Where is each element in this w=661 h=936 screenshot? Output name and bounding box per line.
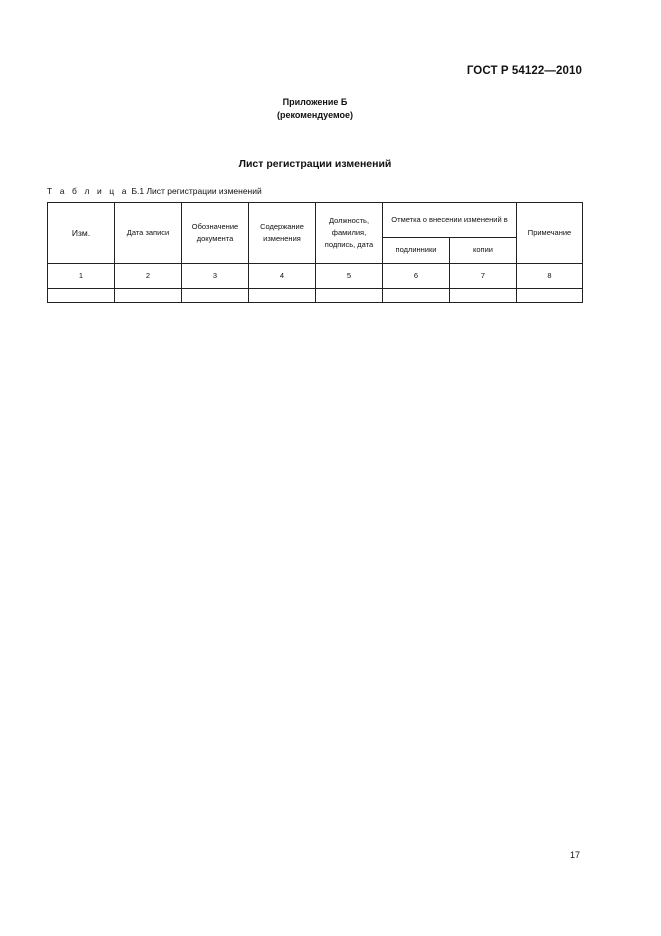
empty-cell	[115, 289, 182, 303]
number-cell: 4	[249, 264, 316, 289]
table-caption-text: Б.1 Лист регистрации изменений	[131, 186, 262, 196]
number-cell: 3	[182, 264, 249, 289]
number-cell: 8	[517, 264, 583, 289]
header-cell-mark: Отметка о внесении изменений в	[383, 203, 517, 238]
appendix-heading	[0, 96, 630, 122]
table-header-row	[48, 203, 583, 238]
page-number: 17	[569, 850, 580, 860]
subheader-cell-originals: подлинники	[383, 237, 450, 263]
number-cell: 2	[115, 264, 182, 289]
table-row	[48, 289, 583, 303]
header-cell-content: Содержание изменения	[249, 203, 316, 264]
header-cell-note: Примечание	[517, 203, 583, 264]
empty-cell	[48, 289, 115, 303]
document-code: ГОСТ Р 54122—2010	[466, 65, 582, 77]
number-cell: 1	[48, 264, 115, 289]
subheader-cell-copies: копии	[450, 237, 517, 263]
header-cell-izm: Изм.	[48, 203, 115, 264]
empty-cell	[450, 289, 517, 303]
number-cell: 5	[316, 264, 383, 289]
header-cell-date: Дата записи	[115, 203, 182, 264]
empty-cell	[517, 289, 583, 303]
change-registration-table	[47, 202, 583, 303]
appendix-title: Приложение Б	[282, 97, 348, 107]
table-caption-prefix: Т а б л и ц а	[47, 186, 130, 196]
header-cell-designation: Обозначение документа	[182, 203, 249, 264]
number-cell: 6	[383, 264, 450, 289]
empty-cell	[249, 289, 316, 303]
appendix-subtitle: (рекомендуемое)	[277, 110, 353, 120]
empty-cell	[316, 289, 383, 303]
empty-cell	[182, 289, 249, 303]
number-cell: 7	[450, 264, 517, 289]
table-caption	[47, 186, 262, 196]
header-cell-position: Должность, фамилия, подпись, дата	[316, 203, 383, 264]
sheet-title: Лист регистрации изменений	[238, 158, 392, 170]
empty-cell	[383, 289, 450, 303]
table-numbers-row	[48, 264, 583, 289]
